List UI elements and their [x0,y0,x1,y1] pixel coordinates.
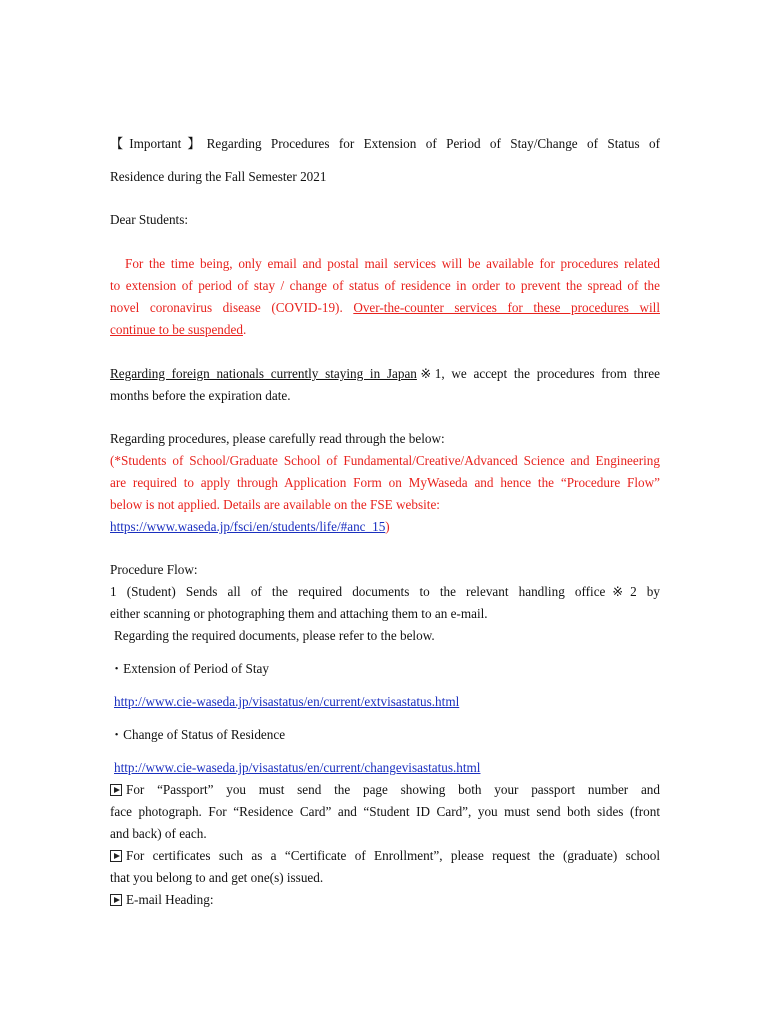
passport-text-1: For “Passport” you must send the page showing both your passport number and [126,782,660,797]
cert-line-1 [110,847,660,865]
step1-line-2: either scanning or photographing them and attaching them to an e-mail. [110,606,488,621]
extension-link-line [110,693,664,711]
notice-suspended-text-cont: continue to be suspended [110,322,243,337]
fse-note-line-2: are required to apply through Application Form on MyWaseda and hence the “Procedure Flow” [110,475,660,490]
procedures-intro: Regarding procedures, please carefully read through the below: [110,431,445,446]
extension-label: ・Extension of Period of Stay [110,661,269,676]
title-line-1: 【Important】Regarding Procedures for Extension of Period of Stay/Change of Status of [110,136,660,151]
passport-line-3: and back) of each. [110,826,207,841]
cert-text-1: For certificates such as a “Certificate of Enrollment”, please request the (graduate) school [126,848,660,863]
step1-line-1: 1 (Student) Sends all of the required documents to the relevant handling office※2 by [110,584,660,599]
passport-line-2: face photograph. For “Residence Card” and “Student ID Card”, you must send both sides (front [110,804,660,819]
notice-period: . [242,322,247,337]
play-box-icon [110,850,122,862]
foreign-line-2: months before the expiration date. [110,388,291,403]
change-status-link-line [110,759,664,777]
notice-line-4 [110,321,660,339]
play-box-icon [110,894,122,906]
notice-suspended-text: Over-the-counter services for these procedures will [353,300,660,315]
foreign-rest-text: ※1, we accept the procedures from three [416,366,660,381]
fse-note-line-1: (*Students of School/Graduate School of Fundamental/Creative/Advanced Science and Engineering [110,453,660,468]
fse-link-line [110,518,660,536]
cert-line-2: that you belong to and get one(s) issued. [110,870,324,885]
title-line-2: Residence during the Fall Semester 2021 [110,169,327,184]
notice-line-3-text: novel coronavirus disease (COVID-19). [110,300,354,315]
extension-link[interactable]: http://www.cie-waseda.jp/visastatus/en/current/extvisastatus.html [114,694,460,709]
foreign-nationals-text: Regarding foreign nationals currently staying in Japan [110,366,417,381]
notice-line-2: to extension of period of stay / change of status of residence in order to prevent the spread of the [110,278,660,293]
fse-website-link[interactable]: https://www.waseda.jp/fsci/en/students/life/#anc_15 [110,519,386,534]
foreign-line-1 [110,365,660,383]
email-heading-line [110,891,660,909]
fse-note-close: ) [385,519,390,534]
play-box-icon [110,784,122,796]
procedure-flow-heading: Procedure Flow: [110,562,198,577]
change-status-label: ・Change of Status of Residence [110,727,286,742]
step1-line-3: Regarding the required documents, please refer to the below. [114,628,435,643]
greeting: Dear Students: [110,212,189,227]
notice-line-1: For the time being, only email and postal mail services will be available for procedures related [125,256,660,271]
passport-line-1 [110,781,660,799]
change-status-link[interactable]: http://www.cie-waseda.jp/visastatus/en/current/changevisastatus.html [114,760,481,775]
fse-note-line-3: below is not applied. Details are available on the FSE website: [110,497,440,512]
notice-line-3 [110,299,660,317]
email-heading-text: E-mail Heading: [126,892,214,907]
